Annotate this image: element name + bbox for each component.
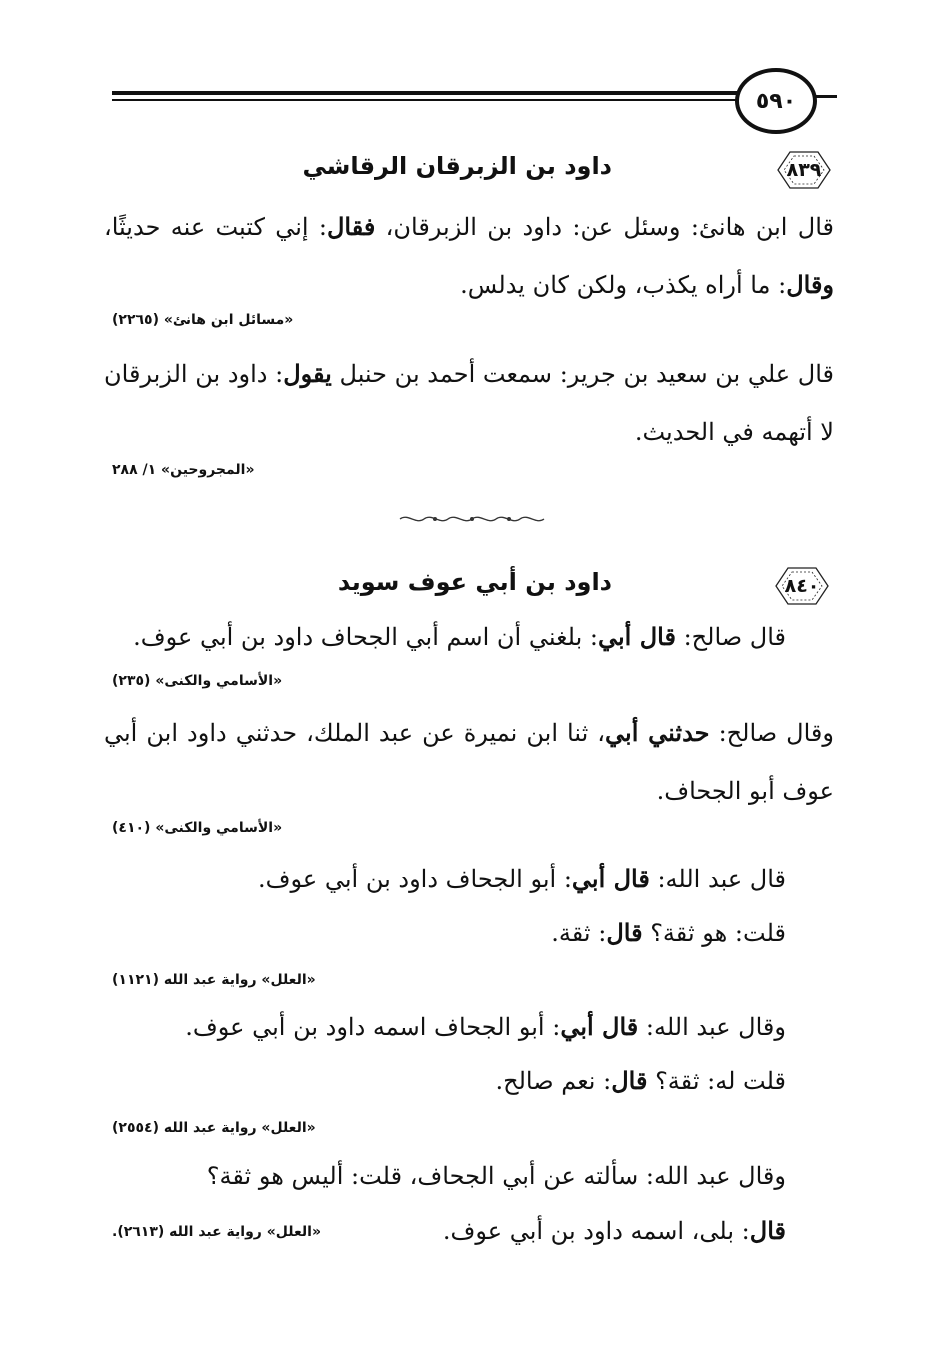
text-segment: وقال عبد الله:	[638, 1013, 786, 1041]
text-segment: : داود بن الزبرقان لا أتهمه في الحديث.	[104, 360, 834, 446]
text-segment: : بلى، اسمه داود بن أبي عوف.	[442, 1217, 750, 1245]
text-segment: قال عبد الله:	[649, 865, 786, 893]
narration-line	[133, 622, 786, 651]
text-segment: وقال عبد الله: سألته عن أبي الجحاف، قلت: أليس هو ثقة؟	[206, 1162, 786, 1190]
text-segment: : إني كتبت عنه حديثًا،	[104, 213, 327, 241]
bold-segment: حدثني أبي	[605, 718, 710, 747]
bold-segment: قال أبي	[571, 864, 650, 893]
narration-line	[551, 918, 786, 947]
bold-segment: قال	[606, 918, 643, 947]
text-segment: : بلغني أن اسم أبي الجحاف داود بن أبي عوف.	[133, 623, 598, 651]
page-number: ٥٩٠	[755, 88, 797, 114]
source-citation: «العلل» رواية عبد الله (٢٦١٣).	[112, 1224, 321, 1240]
text-segment: قال ابن هانئ: وسئل عن: داود بن الزبرقان،	[375, 213, 834, 241]
bold-segment: يقول	[283, 359, 332, 388]
header-rule-thin	[112, 99, 740, 101]
text-segment: : ما أراه يكذب، ولكن كان يدلس.	[460, 271, 787, 299]
bold-segment: وقال	[786, 270, 834, 299]
header-rule-thick	[112, 91, 740, 95]
entry-number: ٨٤٠	[784, 575, 820, 597]
page-number-badge	[735, 68, 817, 134]
entry-title: داود بن أبي عوف سويد	[337, 568, 612, 596]
source-citation: «العلل» رواية عبد الله (١١٢١)	[112, 972, 316, 988]
narration-line	[443, 1216, 786, 1245]
bold-segment: قال	[611, 1066, 648, 1095]
source-citation: «الأسامي والكنى» (٤١٠)	[112, 820, 283, 836]
narration-line	[258, 864, 786, 893]
narration-line	[496, 1066, 787, 1095]
narration-paragraph	[104, 198, 834, 314]
text-segment: : نعم صالح.	[495, 1067, 612, 1095]
narration-line	[207, 1162, 786, 1190]
text-segment: قال صالح:	[675, 623, 786, 651]
bold-segment: قال	[749, 1216, 786, 1245]
source-citation: «مسائل ابن هانئ» (٢٢٦٥)	[112, 312, 294, 328]
text-segment: قال علي بن سعيد بن جرير: سمعت أحمد بن حنبل	[331, 360, 835, 388]
text-segment: قلت: هو ثقة؟	[642, 919, 786, 947]
source-citation: «الأسامي والكنى» (٢٣٥)	[112, 673, 283, 689]
source-citation: «المجروحين» ١/ ٢٨٨	[112, 462, 255, 478]
narration-paragraph	[104, 345, 834, 461]
entry-number-badge	[774, 566, 830, 606]
text-segment: ، ثنا ابن نميرة عن عبد الملك، حدثني داود ابن أبي عوف أبو الجحاف.	[104, 719, 834, 805]
text-segment: : أبو الجحاف داود بن أبي عوف.	[257, 865, 572, 893]
bold-segment: فقال	[326, 212, 376, 241]
separator-ornament-icon	[398, 512, 546, 526]
bold-segment: قال أبي	[598, 622, 676, 651]
header-rule-right	[815, 95, 837, 98]
text-segment: : أبو الجحاف اسمه داود بن أبي عوف.	[185, 1013, 561, 1041]
narration-paragraph	[104, 704, 834, 820]
entry-number: ٨٣٩	[786, 159, 822, 181]
text-segment: وقال صالح:	[709, 719, 834, 747]
narration-line	[185, 1012, 786, 1041]
source-citation: «العلل» رواية عبد الله (٢٥٥٤)	[112, 1120, 316, 1136]
text-segment: : ثقة.	[551, 919, 607, 947]
text-segment: قلت له: ثقة؟	[647, 1067, 786, 1095]
entry-number-badge	[776, 150, 832, 190]
entry-title: داود بن الزبرقان الرقاشي	[302, 152, 612, 180]
bold-segment: قال أبي	[560, 1012, 639, 1041]
